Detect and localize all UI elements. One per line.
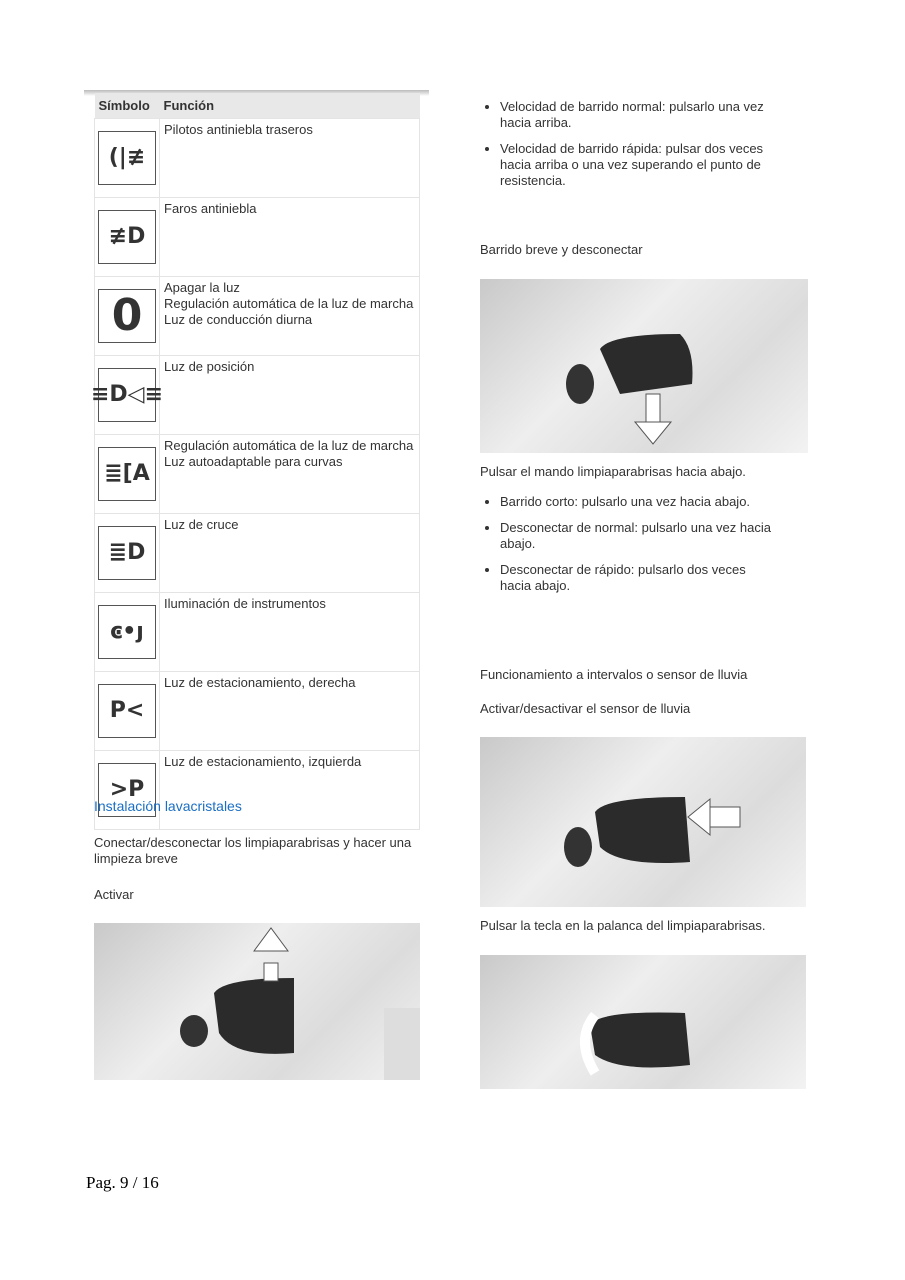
function-text: Regulación automática de la luz de marcha bbox=[164, 296, 414, 311]
function-text: Luz de posición bbox=[164, 359, 255, 374]
section-heading: Instalación lavacristales bbox=[94, 798, 242, 814]
low-beam-icon: ≣D bbox=[98, 526, 156, 580]
table-row bbox=[95, 356, 420, 435]
table-row bbox=[95, 593, 420, 672]
function-cell bbox=[160, 119, 420, 198]
wiper-lever-down-image bbox=[480, 279, 808, 453]
symbol-cell bbox=[95, 119, 160, 198]
bullet-list bbox=[480, 494, 780, 604]
zero-off-icon: 0 bbox=[98, 289, 156, 343]
table-row bbox=[95, 672, 420, 751]
subheading: Funcionamiento a intervalos o sensor de lluvia bbox=[480, 667, 748, 682]
list-item: • Velocidad de barrido normal: pulsarlo una vez hacia arriba. bbox=[500, 99, 780, 131]
function-cell bbox=[160, 751, 420, 830]
function-text: Luz de estacionamiento, derecha bbox=[164, 675, 356, 690]
parking-light-left-icon: >P bbox=[98, 763, 156, 817]
table-row bbox=[95, 119, 420, 198]
table-row bbox=[95, 751, 420, 830]
list-item: • Desconectar de normal: pulsarlo una vez hacia abajo. bbox=[500, 520, 780, 552]
header-function: Función bbox=[160, 93, 420, 119]
symbol-table bbox=[90, 93, 420, 830]
symbol-cell bbox=[95, 514, 160, 593]
function-text: Pilotos antiniebla traseros bbox=[164, 122, 313, 137]
function-cell bbox=[160, 514, 420, 593]
symbol-cell bbox=[95, 751, 160, 830]
list-item: • Desconectar de rápido: pulsarlo dos veces hacia abajo. bbox=[500, 562, 780, 594]
function-text: Luz de conducción diurna bbox=[164, 312, 313, 327]
list-item: • Barrido corto: pulsarlo una vez hacia abajo. bbox=[500, 494, 780, 510]
caption: Pulsar el mando limpiaparabrisas hacia abajo. bbox=[480, 464, 746, 479]
symbol-cell bbox=[95, 435, 160, 514]
function-cell bbox=[160, 277, 420, 356]
parking-light-right-icon: P< bbox=[98, 684, 156, 738]
function-text: Apagar la luz bbox=[164, 280, 240, 295]
function-cell bbox=[160, 198, 420, 277]
symbol-cell bbox=[95, 672, 160, 751]
table-row bbox=[95, 435, 420, 514]
symbol-cell bbox=[90, 356, 164, 435]
subheading: Activar/desactivar el sensor de lluvia bbox=[480, 701, 691, 716]
paragraph: Activar bbox=[94, 887, 134, 902]
function-text: Luz de cruce bbox=[164, 517, 239, 532]
subheading: Barrido breve y desconectar bbox=[480, 242, 643, 257]
wiper-rotary-image bbox=[480, 955, 806, 1089]
wiper-button-image bbox=[480, 737, 806, 907]
position-light-icon: ≡D◁≡ bbox=[98, 368, 156, 422]
front-fog-light-icon: ≢D bbox=[98, 210, 156, 264]
function-cell bbox=[160, 435, 420, 514]
paragraph: Conectar/desconectar los limpiaparabrisas y hacer una limpieza breve bbox=[94, 835, 412, 866]
function-text: Faros antiniebla bbox=[164, 201, 257, 216]
caption: Pulsar la tecla en la palanca del limpiaparabrisas. bbox=[480, 918, 766, 933]
function-text: Luz de estacionamiento, izquierda bbox=[164, 754, 362, 769]
function-cell bbox=[160, 672, 420, 751]
header-symbol: Símbolo bbox=[95, 93, 160, 119]
table-row bbox=[95, 198, 420, 277]
table-row bbox=[95, 514, 420, 593]
function-cell bbox=[160, 356, 420, 435]
function-cell bbox=[160, 593, 420, 672]
table-row bbox=[95, 277, 420, 356]
symbol-cell bbox=[95, 198, 160, 277]
auto-headlight-icon: ≣[A bbox=[98, 447, 156, 501]
function-text: Regulación automática de la luz de marcha bbox=[164, 438, 414, 453]
rear-fog-light-icon: (|≢ bbox=[98, 131, 156, 185]
instrument-lighting-icon: ͼ•ȷ bbox=[98, 605, 156, 659]
wiper-lever-up-image bbox=[94, 923, 420, 1080]
page-number: Pag. 9 / 16 bbox=[86, 1173, 159, 1192]
function-text: Luz autoadaptable para curvas bbox=[164, 454, 343, 469]
symbol-cell bbox=[95, 277, 160, 356]
function-text: Iluminación de instrumentos bbox=[164, 596, 326, 611]
symbol-cell bbox=[95, 593, 160, 672]
list-item: • Velocidad de barrido rápida: pulsar dos veces hacia arriba o una vez superando el punto de resistencia. bbox=[500, 141, 780, 189]
bullet-list bbox=[480, 99, 780, 199]
